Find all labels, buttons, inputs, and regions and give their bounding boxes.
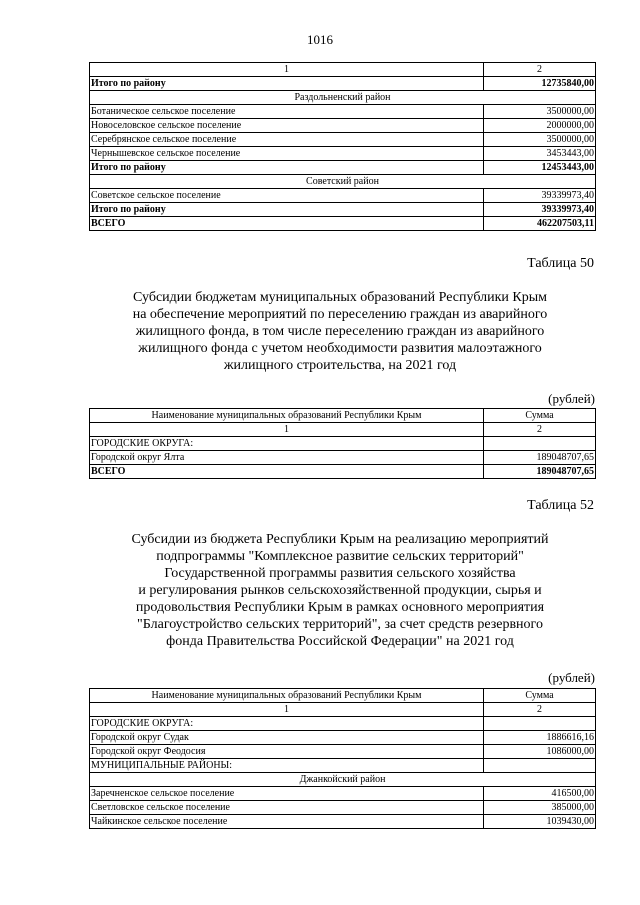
table-row <box>90 147 596 161</box>
section-row <box>90 91 596 105</box>
table-header-row <box>90 63 596 77</box>
column-header-sum: Сумма <box>484 409 596 423</box>
row-name: Заречненское сельское поселение <box>90 787 484 801</box>
section-name: Джанкойский район <box>90 773 596 787</box>
title-line: подпрограммы "Комплексное развитие сельских территорий" <box>156 549 524 564</box>
table-row <box>90 105 596 119</box>
table-row <box>90 801 596 815</box>
title-line: "Благоустройство сельских территорий", за счет средств резервного <box>137 617 543 632</box>
table-continued <box>89 62 596 231</box>
row-value: 1886616,16 <box>484 731 596 745</box>
row-name: Городской округ Ялта <box>90 451 484 465</box>
title-line: продовольствия Республики Крым в рамках основного мероприятия <box>135 600 545 615</box>
section-row <box>90 175 596 189</box>
row-name: Новоселовское сельское поселение <box>90 119 484 133</box>
table-50 <box>89 408 596 479</box>
title-line: и регулирования рынков сельскохозяйственной продукции, сырья и <box>138 583 542 598</box>
total-row <box>90 203 596 217</box>
total-row <box>90 161 596 175</box>
row-name: Чернышевское сельское поселение <box>90 147 484 161</box>
table-row <box>90 745 596 759</box>
row-value: 3500000,00 <box>484 105 596 119</box>
table-row <box>90 189 596 203</box>
row-name: Советское сельское поселение <box>90 189 484 203</box>
table-50-label: Таблица 50 <box>527 256 594 271</box>
row-name: ГОРОДСКИЕ ОКРУГА: <box>90 437 484 451</box>
row-name: Итого по району <box>90 203 484 217</box>
row-value: 416500,00 <box>484 787 596 801</box>
row-value: 39339973,40 <box>484 203 596 217</box>
table-52 <box>89 688 596 829</box>
title-line: жилищного фонда с учетом необходимости развития малоэтажного <box>138 341 542 356</box>
table-header-row <box>90 689 596 703</box>
table-50-title <box>80 289 600 374</box>
title-line: жилищного фонда, в том числе переселению граждан из аварийного <box>135 324 545 339</box>
row-name: Серебрянское сельское поселение <box>90 133 484 147</box>
row-name: Чайкинское сельское поселение <box>90 815 484 829</box>
title-line: Государственной программы развития сельского хозяйства <box>164 566 516 581</box>
title-line: фонда Правительства Российской Федерации" на 2021 год <box>166 634 514 649</box>
row-value <box>484 759 596 773</box>
column-number-row <box>90 423 596 437</box>
row-value: 385000,00 <box>484 801 596 815</box>
section-name: Раздольненский район <box>90 91 596 105</box>
title-line: Субсидии из бюджета Республики Крым на реализацию мероприятий <box>131 532 549 547</box>
row-name: Городской округ Судак <box>90 731 484 745</box>
table-50-unit: (рублей) <box>548 391 595 406</box>
table-row <box>90 437 596 451</box>
row-value: 189048707,65 <box>484 451 596 465</box>
row-value <box>484 717 596 731</box>
table-52-label: Таблица 52 <box>527 498 594 513</box>
row-value: 39339973,40 <box>484 189 596 203</box>
total-row <box>90 77 596 91</box>
row-name: ВСЕГО <box>90 465 484 479</box>
table-row <box>90 787 596 801</box>
row-value: 1039430,00 <box>484 815 596 829</box>
section-row <box>90 773 596 787</box>
row-value: 2000000,00 <box>484 119 596 133</box>
column-number-row <box>90 703 596 717</box>
table-52-unit: (рублей) <box>548 670 595 685</box>
row-name: ВСЕГО <box>90 217 484 231</box>
column-number-1: 1 <box>90 423 484 437</box>
row-name: Светловское сельское поселение <box>90 801 484 815</box>
row-value: 3500000,00 <box>484 133 596 147</box>
column-number-2: 2 <box>484 703 596 717</box>
row-value: 1086000,00 <box>484 745 596 759</box>
table-row <box>90 119 596 133</box>
total-row <box>90 465 596 479</box>
row-name: Ботаническое сельское поселение <box>90 105 484 119</box>
table-52-title <box>80 531 600 650</box>
row-value: 12453443,00 <box>484 161 596 175</box>
table-row <box>90 759 596 773</box>
row-value: 189048707,65 <box>484 465 596 479</box>
table-row <box>90 133 596 147</box>
row-value: 3453443,00 <box>484 147 596 161</box>
row-value <box>484 437 596 451</box>
row-value: 462207503,11 <box>484 217 596 231</box>
column-number-2: 2 <box>484 423 596 437</box>
row-value: 12735840,00 <box>484 77 596 91</box>
page-number: 1016 <box>307 32 333 47</box>
table-header-row <box>90 409 596 423</box>
column-header-sum: Сумма <box>484 689 596 703</box>
column-number-2: 2 <box>484 63 596 77</box>
table-row <box>90 717 596 731</box>
table-row <box>90 815 596 829</box>
title-line: жилищного строительства, на 2021 год <box>223 358 457 373</box>
title-line: на обеспечение мероприятий по переселению граждан из аварийного <box>132 307 548 322</box>
column-header-name: Наименование муниципальных образований Республики Крым <box>90 409 484 423</box>
title-line: Субсидии бюджетам муниципальных образований Республики Крым <box>133 290 547 305</box>
column-number-1: 1 <box>90 703 484 717</box>
table-row <box>90 451 596 465</box>
column-header-name: Наименование муниципальных образований Республики Крым <box>90 689 484 703</box>
row-name: МУНИЦИПАЛЬНЫЕ РАЙОНЫ: <box>90 759 484 773</box>
table-row <box>90 731 596 745</box>
total-row <box>90 217 596 231</box>
row-name: Итого по району <box>90 77 484 91</box>
column-number-1: 1 <box>90 63 484 77</box>
row-name: Городской округ Феодосия <box>90 745 484 759</box>
section-name: Советский район <box>90 175 596 189</box>
row-name: ГОРОДСКИЕ ОКРУГА: <box>90 717 484 731</box>
row-name: Итого по району <box>90 161 484 175</box>
